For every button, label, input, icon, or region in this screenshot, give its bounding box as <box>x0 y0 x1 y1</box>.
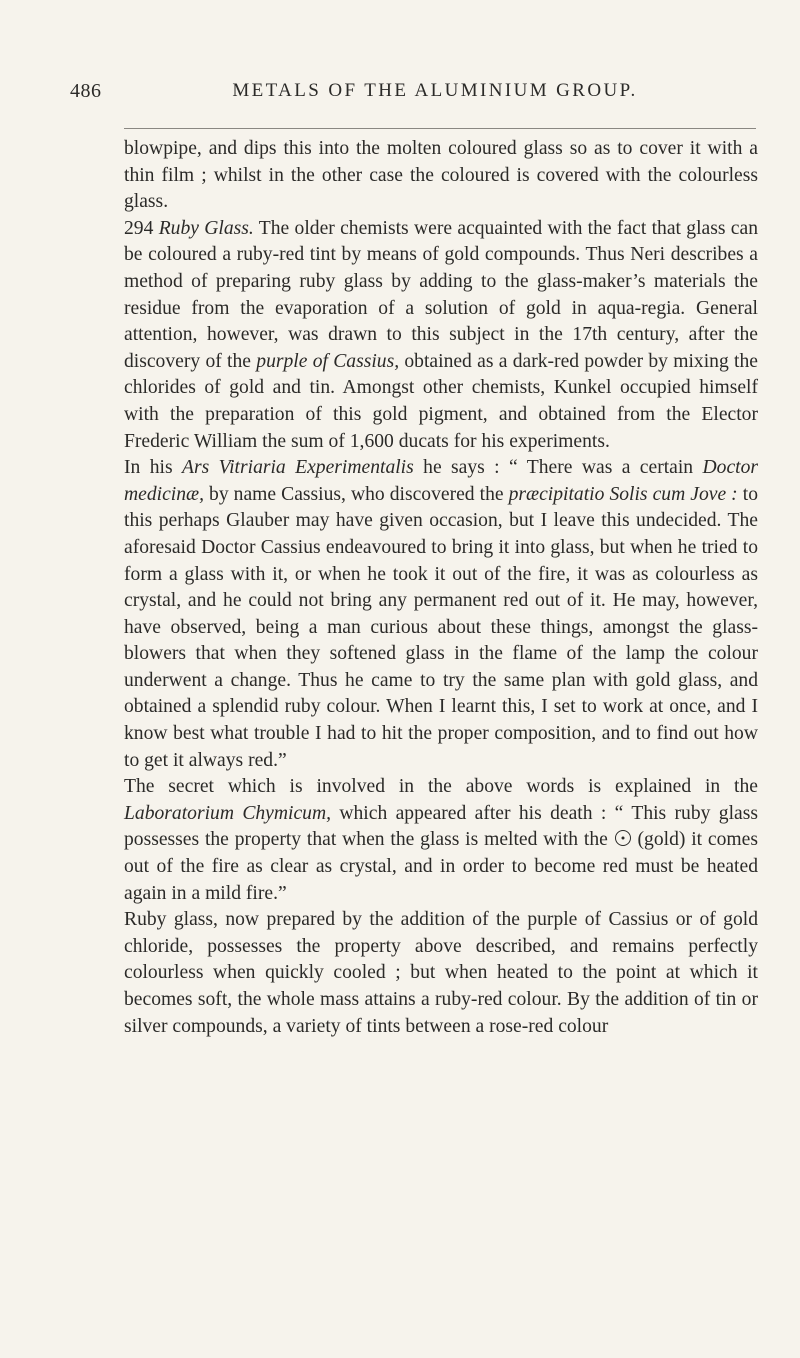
text-run: which appeared after his death : “ This ruby glass possesses the property that when the glass is melted with the <box>124 802 758 851</box>
body-text <box>124 136 758 1040</box>
paragraph-continuation: blowpipe, and dips this into the molten coloured glass so as to cover it with a thin film ; whilst in the other case the coloured is covered with the colourless glass. <box>124 138 758 213</box>
paragraph-ruby-glass-now: Ruby glass, now prepared by the addition of the purple of Cassius or of gold chloride, possesses the property above described, and remains perfectly colourless when quickly cooled ; but when heated to the point at which it becomes soft, the whole mass attains a ruby-red colour. By the addition of tin or silver compounds, a variety of tints between a rose-red colour <box>124 909 758 1037</box>
page-header <box>70 80 760 108</box>
section-number: 294 <box>124 217 154 239</box>
gold-symbol-icon <box>615 830 631 846</box>
text-run: The older chemists were acquainted with the fact that glass can be coloured a ruby-red tint by means of gold compounds. Thus Neri describes a method of preparing ruby glass by adding to the glass-maker’s materials the residue from the evaporation of a solution of gold in aqua-regia. General attention, however, was drawn to this subject in the 17th century, after the discovery of the <box>124 217 758 372</box>
text-run: In his <box>124 457 182 479</box>
text-run: obtained as a dark-red powder by mixing the chlorides of gold and tin. Amongst other chemists, Kunkel occupied himself with the preparation of this gold pigment, and obtained from the Elector Frederic William the sum of 1,600 ducats for his experiments. <box>124 350 758 452</box>
paragraph-ruby-glass <box>124 216 758 455</box>
paragraph-kunkel-quote <box>124 455 758 774</box>
section-heading: Ruby Glass. <box>158 217 254 239</box>
italic-run: Laboratorium Chymicum, <box>124 802 332 824</box>
text-run: by name Cassius, who discovered the <box>204 483 509 505</box>
header-rule <box>124 128 756 129</box>
text-run: (gold) it comes out of the fire as clear as crystal, and in order to become red must be heated again in a mild fire.” <box>124 829 758 904</box>
paragraph-laboratorium <box>124 774 758 907</box>
text-run: to this perhaps Glauber may have given occasion, but I leave this undecided. The aforesaid Doctor Cassius endeavoured to bring it into glass, but when he tried to form a glass with it, or when he took it out of the fire, it was as colourless as crystal, and he could not bring any permanent red out of it. He may, however, have observed, being a man curious about these things, amongst the glass-blowers that when they softened glass in the flame of the lamp the colour underwent a change. Thus he came to try the same plan with gold glass, and obtained a splendid ruby colour. When I learnt this, I set to work at once, and I know best what trouble I had to hit the proper composition, and to find out how to get it always red.” <box>124 483 758 771</box>
text-run: The secret which is involved in the above words is explained in the <box>124 776 758 798</box>
italic-run: præcipitatio Solis cum Jove : <box>508 483 738 505</box>
italic-run: purple of Cassius, <box>256 350 400 372</box>
italic-run: Ars Vitriaria Experimentalis <box>181 457 414 479</box>
running-head: METALS OF THE ALUMINIUM GROUP. <box>232 80 638 101</box>
italic-run: Doctor medicinæ, <box>124 457 759 505</box>
text-run: he says : “ There was a certain <box>413 457 703 479</box>
page-number: 486 <box>70 80 102 102</box>
